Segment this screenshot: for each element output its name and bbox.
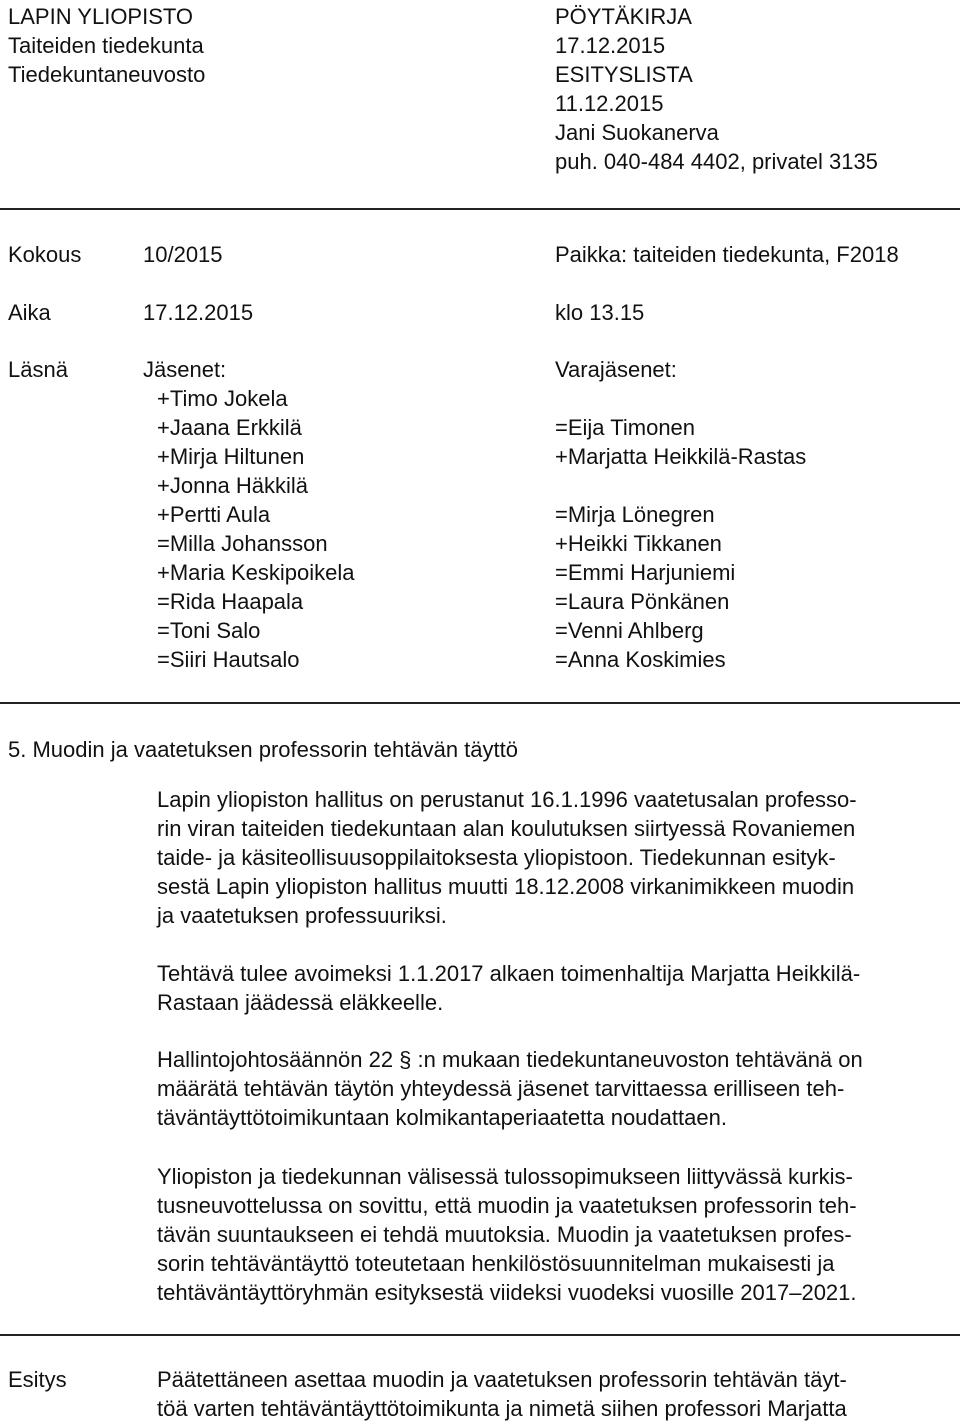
doc-type-agenda: ESITYSLISTA: [555, 62, 693, 87]
contact-phone: puh. 040-484 4402, privatel 3135: [555, 149, 878, 174]
deputy: +Heikki Tikkanen: [555, 531, 722, 556]
header-divider: [0, 208, 960, 210]
members-heading: Jäsenet:: [143, 357, 227, 382]
council-name: Tiedekuntaneuvosto: [8, 62, 206, 87]
university-name: LAPIN YLIOPISTO: [8, 4, 194, 29]
member: =Siiri Hautsalo: [157, 647, 300, 672]
paragraph-line: tävän suuntaukseen ei tehdä muutoksia. Muodin ja vaatetuksen profes-: [157, 1222, 852, 1247]
proposal-text: [157, 1365, 847, 1423]
attendance-divider: [0, 702, 960, 704]
deputy: =Anna Koskimies: [555, 647, 726, 672]
proposal-line: Päätettäneen asettaa muodin ja vaatetuksen professorin tehtävän täyt-: [157, 1367, 847, 1392]
member: +Mirja Hiltunen: [157, 444, 305, 469]
paragraph-line: rin viran taiteiden tiedekuntaan alan koulutuksen siirtyessä Rovaniemen: [157, 816, 856, 841]
paragraph-line: Lapin yliopiston hallitus on perustanut 16.1.1996 vaatetusalan professo-: [157, 787, 857, 812]
doc-type-minutes: PÖYTÄKIRJA: [555, 4, 692, 29]
members-list: [143, 355, 354, 674]
paragraph-line: Hallintojohtosäännön 22 § :n mukaan tiedekuntaneuvoston tehtävänä on: [157, 1047, 863, 1072]
paragraph-3: [157, 1045, 863, 1132]
paragraph-line: Rastaan jäädessä eläkkeelle.: [157, 990, 444, 1015]
paragraph-line: täväntäyttötoimikuntaan kolmikantaperiaatetta noudattaen.: [157, 1105, 727, 1130]
paragraph-line: Tehtävä tulee avoimeksi 1.1.2017 alkaen toimenhaltija Marjatta Heikkilä-: [157, 961, 861, 986]
meeting-location: Paikka: taiteiden tiedekunta, F2018: [555, 242, 899, 267]
paragraph-line: ja vaatetuksen professuuriksi.: [157, 903, 447, 928]
proposal-label: Esitys: [8, 1367, 67, 1392]
paragraph-line: Yliopiston ja tiedekunnan välisessä tulossopimukseen liittyvässä kurkis-: [157, 1164, 853, 1189]
member: +Pertti Aula: [157, 502, 271, 527]
faculty-name: Taiteiden tiedekunta: [8, 33, 204, 58]
member: +Maria Keskipoikela: [157, 560, 355, 585]
paragraph-line: sorin tehtäväntäyttö toteutetaan henkilöstösuunnitelman mukaisesti ja: [157, 1251, 835, 1276]
present-label: Läsnä: [8, 357, 68, 382]
deputy: +Marjatta Heikkilä-Rastas: [555, 444, 807, 469]
deputy: =Laura Pönkänen: [555, 589, 730, 614]
paragraph-line: taide- ja käsiteollisuusoppilaitoksesta yliopistoon. Tiedekunnan esityk-: [157, 845, 836, 870]
proposal-line: töä varten tehtäväntäyttötoimikunta ja nimetä siihen professori Marjatta: [157, 1396, 847, 1421]
section-title: 5. Muodin ja vaatetuksen professorin tehtävän täyttö: [8, 737, 518, 762]
meeting-date: 17.12.2015: [143, 300, 254, 325]
paragraph-2: [157, 959, 860, 1017]
member: +Jonna Häkkilä: [157, 473, 309, 498]
header-document-info: [555, 2, 878, 176]
deputy: =Emmi Harjuniemi: [555, 560, 736, 585]
time-label: Aika: [8, 300, 51, 325]
member: =Toni Salo: [157, 618, 261, 643]
member: =Rida Haapala: [157, 589, 304, 614]
deputy: =Mirja Lönegren: [555, 502, 715, 527]
member: +Jaana Erkkilä: [157, 415, 302, 440]
contact-name: Jani Suokanerva: [555, 120, 719, 145]
minutes-date: 17.12.2015: [555, 33, 666, 58]
agenda-date: 11.12.2015: [555, 91, 664, 116]
paragraph-line: tehtäväntäyttöryhmän esityksestä viideksi vuodeksi vuosille 2017–2021.: [157, 1280, 857, 1305]
deputy: [555, 384, 806, 413]
deputies-list: [555, 355, 806, 674]
meeting-time: klo 13.15: [555, 300, 645, 325]
paragraph-4: [157, 1162, 857, 1307]
deputy: =Eija Timonen: [555, 415, 696, 440]
meeting-number: 10/2015: [143, 242, 223, 267]
header-organization: [8, 2, 205, 89]
paragraph-1: [157, 785, 857, 930]
member: +Timo Jokela: [157, 386, 288, 411]
paragraph-line: määrätä tehtävän täytön yhteydessä jäsenet tarvittaessa erilliseen teh-: [157, 1076, 845, 1101]
deputy: =Venni Ahlberg: [555, 618, 704, 643]
member: =Milla Johansson: [157, 531, 328, 556]
paragraph-line: sestä Lapin yliopiston hallitus muutti 18.12.2008 virkanimikkeen muodin: [157, 874, 855, 899]
deputy: [555, 471, 806, 500]
meeting-label: Kokous: [8, 242, 82, 267]
deputies-heading: Varajäsenet:: [555, 357, 677, 382]
proposal-divider: [0, 1334, 960, 1336]
paragraph-line: tusneuvottelussa on sovittu, että muodin ja vaatetuksen professorin teh-: [157, 1193, 857, 1218]
